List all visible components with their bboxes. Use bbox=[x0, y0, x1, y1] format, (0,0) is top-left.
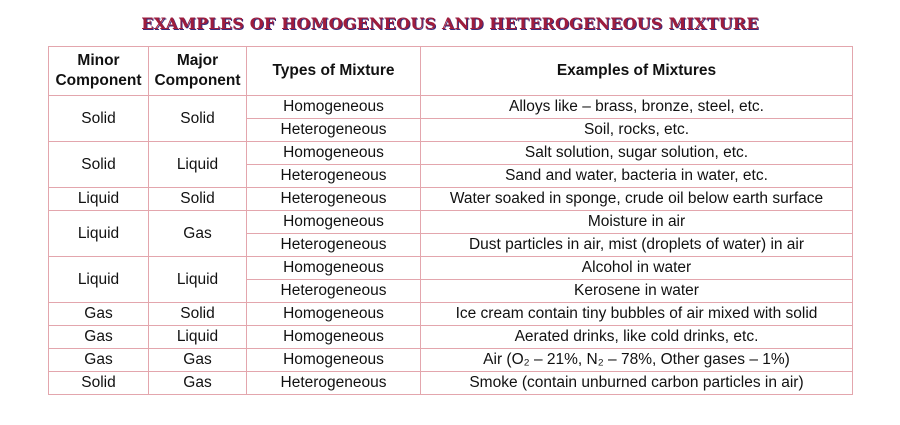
table-row bbox=[49, 188, 853, 211]
mixture-type-cell: Homogeneous bbox=[247, 349, 421, 372]
example-cell: Dust particles in air, mist (droplets of water) in air bbox=[421, 234, 853, 257]
mixture-type-cell: Homogeneous bbox=[247, 96, 421, 119]
mixture-type-cell: Homogeneous bbox=[247, 257, 421, 280]
header-row bbox=[49, 47, 853, 96]
example-cell: Alloys like – brass, bronze, steel, etc. bbox=[421, 96, 853, 119]
mixture-type-cell: Heterogeneous bbox=[247, 280, 421, 303]
example-cell: Moisture in air bbox=[421, 211, 853, 234]
minor-component-cell: Gas bbox=[49, 326, 149, 349]
minor-component-cell: Gas bbox=[49, 303, 149, 326]
major-component-cell: Liquid bbox=[149, 257, 247, 303]
mixture-type-cell: Heterogeneous bbox=[247, 188, 421, 211]
mixture-type-cell: Heterogeneous bbox=[247, 165, 421, 188]
table-row bbox=[49, 326, 853, 349]
major-component-cell: Gas bbox=[149, 349, 247, 372]
mixture-type-cell: Heterogeneous bbox=[247, 234, 421, 257]
header-major-line2: Component bbox=[154, 72, 241, 89]
minor-component-cell: Liquid bbox=[49, 188, 149, 211]
example-cell: Water soaked in sponge, crude oil below earth surface bbox=[421, 188, 853, 211]
header-minor-component bbox=[49, 47, 149, 96]
mixtures-table bbox=[48, 46, 853, 395]
header-types-of-mixture: Types of Mixture bbox=[247, 47, 421, 96]
mixture-type-cell: Homogeneous bbox=[247, 142, 421, 165]
minor-component-cell: Liquid bbox=[49, 257, 149, 303]
example-cell: Ice cream contain tiny bubbles of air mixed with solid bbox=[421, 303, 853, 326]
minor-component-cell: Solid bbox=[49, 96, 149, 142]
major-component-cell: Solid bbox=[149, 188, 247, 211]
minor-component-cell: Liquid bbox=[49, 211, 149, 257]
table-row bbox=[49, 372, 853, 395]
mixture-type-cell: Homogeneous bbox=[247, 303, 421, 326]
example-cell: Salt solution, sugar solution, etc. bbox=[421, 142, 853, 165]
example-cell: Air (O₂ – 21%, N₂ – 78%, Other gases – 1%) bbox=[421, 349, 853, 372]
minor-component-cell: Solid bbox=[49, 142, 149, 188]
header-examples-of-mixtures: Examples of Mixtures bbox=[421, 47, 853, 96]
minor-component-cell: Gas bbox=[49, 349, 149, 372]
example-cell: Soil, rocks, etc. bbox=[421, 119, 853, 142]
table-row bbox=[49, 211, 853, 234]
header-minor-line2: Component bbox=[55, 72, 142, 89]
major-component-cell: Solid bbox=[149, 303, 247, 326]
major-component-cell: Gas bbox=[149, 211, 247, 257]
mixture-type-cell: Heterogeneous bbox=[247, 372, 421, 395]
example-cell: Kerosene in water bbox=[421, 280, 853, 303]
major-component-cell: Liquid bbox=[149, 326, 247, 349]
header-minor-line1: Minor bbox=[77, 52, 120, 69]
example-cell: Sand and water, bacteria in water, etc. bbox=[421, 165, 853, 188]
mixture-type-cell: Homogeneous bbox=[247, 326, 421, 349]
header-major-component bbox=[149, 47, 247, 96]
table-row bbox=[49, 349, 853, 372]
minor-component-cell: Solid bbox=[49, 372, 149, 395]
table-row bbox=[49, 142, 853, 165]
example-cell: Smoke (contain unburned carbon particles in air) bbox=[421, 372, 853, 395]
header-major-line1: Major bbox=[176, 52, 219, 69]
example-cell: Alcohol in water bbox=[421, 257, 853, 280]
major-component-cell: Liquid bbox=[149, 142, 247, 188]
page-title: EXAMPLES OF HOMOGENEOUS AND HETEROGENEOUS MIXTURE bbox=[141, 14, 759, 33]
table-row bbox=[49, 303, 853, 326]
major-component-cell: Solid bbox=[149, 96, 247, 142]
major-component-cell: Gas bbox=[149, 372, 247, 395]
mixture-type-cell: Homogeneous bbox=[247, 211, 421, 234]
table-row bbox=[49, 257, 853, 280]
mixture-type-cell: Heterogeneous bbox=[247, 119, 421, 142]
example-cell: Aerated drinks, like cold drinks, etc. bbox=[421, 326, 853, 349]
table-row bbox=[49, 96, 853, 119]
